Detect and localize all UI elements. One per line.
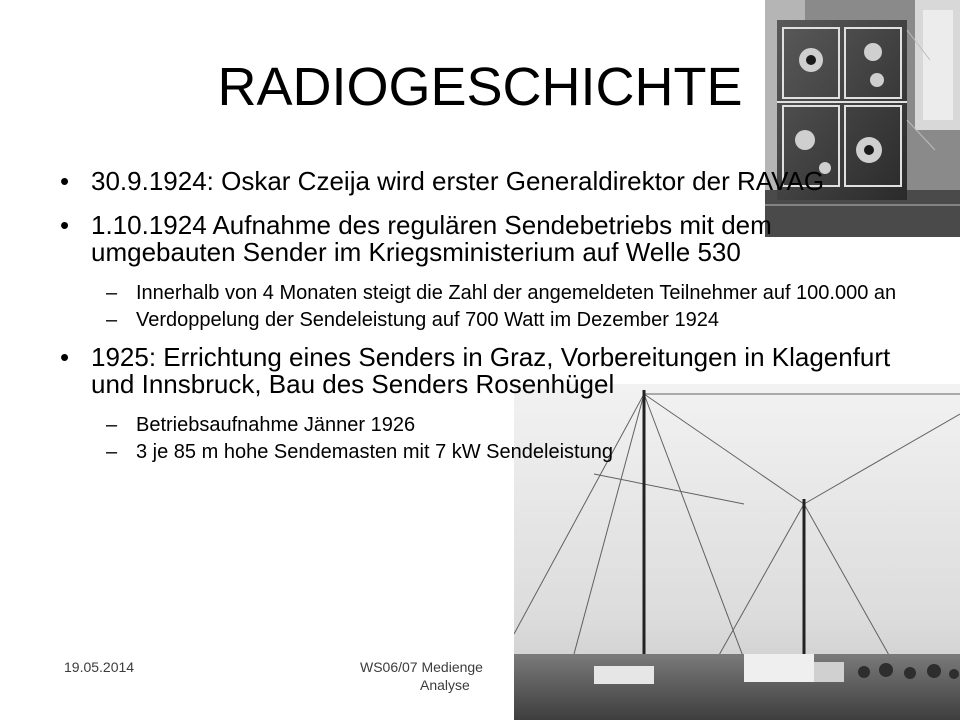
slide-title: RADIOGESCHICHTE: [217, 57, 743, 117]
sub-bullet-text: Innerhalb von 4 Monaten steigt die Zahl der angemeldeten Teilnehmer auf 100.000 an: [136, 282, 897, 304]
sub-bullet-text: Betriebsaufnahme Jänner 1926: [136, 414, 416, 436]
bullet-text: 1.10.1924 Aufnahme des regulären Sendebetriebs mit dem umgebauten Sender im Kriegsministerium auf Welle 530: [91, 210, 772, 267]
dash-marker: –: [106, 309, 118, 331]
bullet-item: [60, 212, 900, 266]
sub-bullet-item: [106, 283, 900, 304]
sub-bullet-item: [106, 442, 900, 463]
dash-marker: –: [106, 282, 118, 304]
dash-marker: –: [106, 414, 118, 436]
slide-bullet-list: [60, 168, 900, 476]
sub-bullet-item: [106, 415, 900, 436]
footer-course: [360, 658, 550, 694]
dash-marker: –: [106, 441, 118, 463]
bullet-item: [60, 168, 900, 195]
sub-bullet-text: Verdoppelung der Sendeleistung auf 700 Watt im Dezember 1924: [136, 309, 719, 331]
footer-date: 19.05.2014: [64, 659, 135, 675]
bullet-text: 1925: Errichtung eines Senders in Graz, Vorbereitungen in Klagenfurt und Innsbruck, Bau des Senders Rosenhügel: [91, 342, 891, 399]
sub-bullet-item: [106, 310, 900, 331]
bullet-item: [60, 344, 900, 398]
bullet-marker: •: [60, 342, 70, 372]
bullet-marker: •: [60, 210, 70, 240]
bullet-text: 30.9.1924: Oskar Czeija wird erster Generaldirektor der RAVAG: [91, 166, 825, 196]
footer-course-line1: WS06/07 Medienge: [360, 659, 483, 675]
bullet-marker: •: [60, 166, 70, 196]
footer-course-line2: Analyse: [420, 677, 470, 693]
sub-bullet-text: 3 je 85 m hohe Sendemasten mit 7 kW Sendeleistung: [136, 441, 613, 463]
